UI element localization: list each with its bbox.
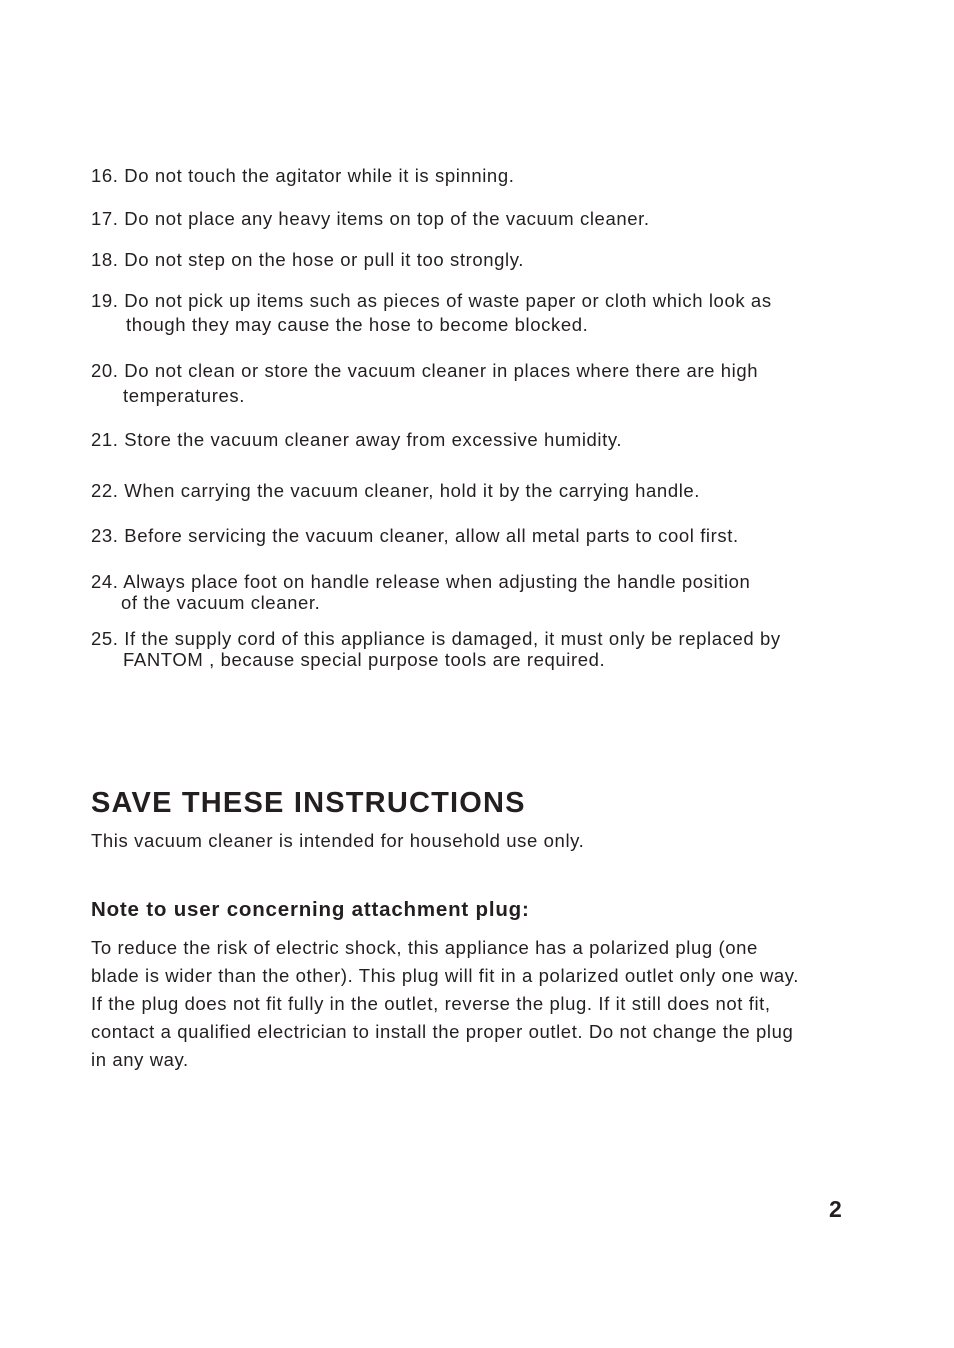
household-use-note: This vacuum cleaner is intended for household use only. bbox=[91, 830, 585, 851]
item-line: 23. Before servicing the vacuum cleaner, allow all metal parts to cool first. bbox=[91, 525, 739, 546]
item-25 bbox=[91, 628, 831, 670]
item-line: 21. Store the vacuum cleaner away from excessive humidity. bbox=[91, 429, 623, 450]
item-line: 20. Do not clean or store the vacuum cleaner in places where there are high bbox=[91, 360, 759, 381]
item-24 bbox=[91, 571, 831, 613]
item-line: 19. Do not pick up items such as pieces of waste paper or cloth which look as bbox=[91, 290, 772, 311]
item-line: 24. Always place foot on handle release when adjusting the handle position bbox=[91, 571, 751, 592]
item-line: 18. Do not step on the hose or pull it too strongly. bbox=[91, 249, 524, 270]
plug-note-body: To reduce the risk of electric shock, this appliance has a polarized plug (one blade is wider than the other). This plug will fit in a polarized outlet only one way. If the plug does not fit fully in the outlet, reverse the plug. If it still does not fit, contact a qualified electrician to install the proper outlet. Do not change the plug in any way. bbox=[91, 937, 800, 1070]
save-instructions-heading: SAVE THESE INSTRUCTIONS bbox=[91, 787, 526, 819]
item-23 bbox=[91, 524, 831, 548]
item-continuation: of the vacuum cleaner. bbox=[121, 592, 321, 613]
item-line: 16. Do not touch the agitator while it is spinning. bbox=[91, 165, 515, 186]
page-number: 2 bbox=[829, 1196, 842, 1222]
item-continuation: temperatures. bbox=[123, 385, 245, 406]
item-line: 17. Do not place any heavy items on top of the vacuum cleaner. bbox=[91, 208, 650, 229]
item-20 bbox=[91, 358, 831, 408]
item-19 bbox=[91, 289, 831, 337]
item-18 bbox=[91, 248, 831, 272]
item-line: 25. If the supply cord of this appliance is damaged, it must only be replaced by bbox=[91, 628, 781, 649]
item-continuation: FANTOM , because special purpose tools are required. bbox=[123, 649, 606, 670]
item-16 bbox=[91, 164, 831, 188]
item-continuation: though they may cause the hose to become blocked. bbox=[126, 314, 589, 335]
item-17 bbox=[91, 207, 831, 231]
plug-note-heading: Note to user concerning attachment plug: bbox=[91, 898, 530, 921]
item-21 bbox=[91, 428, 831, 452]
item-line: 22. When carrying the vacuum cleaner, hold it by the carrying handle. bbox=[91, 480, 701, 501]
item-22 bbox=[91, 479, 831, 503]
